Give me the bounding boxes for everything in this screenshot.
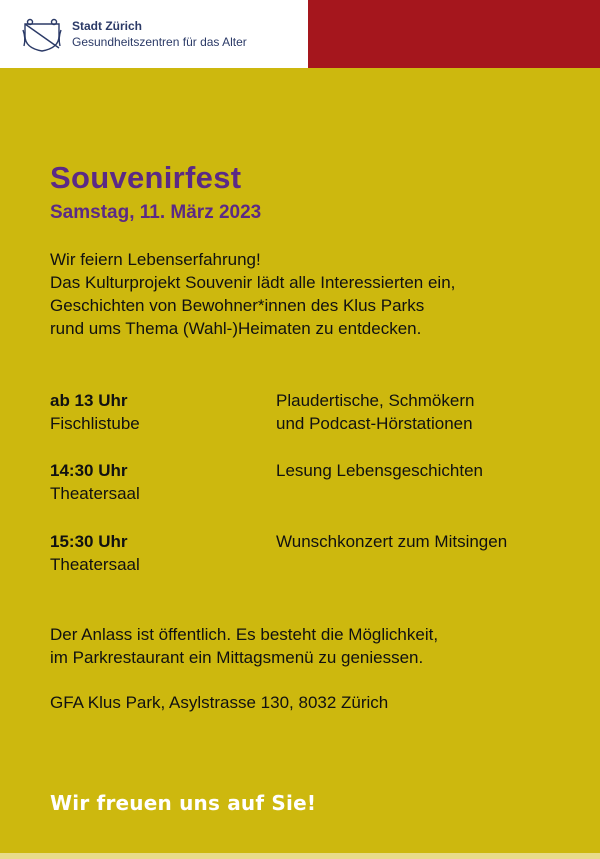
org-subtitle: Gesundheitszentren für das Alter	[72, 35, 247, 49]
header	[0, 0, 600, 68]
schedule-location: Theatersaal	[50, 484, 140, 503]
notice-line: Der Anlass ist öffentlich. Es besteht die Möglichkeit,	[50, 625, 439, 644]
public-notice	[50, 623, 438, 669]
org-name: Stadt Zürich	[72, 19, 143, 33]
schedule-time: 14:30 Uhr	[50, 461, 128, 480]
intro-line: rund ums Thema (Wahl-)Heimaten zu entdecken.	[50, 319, 422, 338]
event-date: Samstag, 11. März 2023	[50, 202, 262, 223]
intro-line: Das Kulturprojekt Souvenir lädt alle Interessierten ein,	[50, 273, 456, 292]
zurich-coat-of-arms-icon	[22, 18, 62, 52]
schedule-item	[50, 530, 140, 576]
closing-line: Wir freuen uns auf Sie!	[50, 791, 317, 815]
schedule-time: 15:30 Uhr	[50, 532, 128, 551]
schedule-description-line: Wunschkonzert zum Mitsingen	[276, 532, 508, 551]
schedule-description	[276, 389, 474, 435]
footer-divider	[0, 853, 600, 859]
intro-line: Wir feiern Lebenserfahrung!	[50, 250, 261, 269]
header-red-band	[308, 0, 600, 68]
venue-address: GFA Klus Park, Asylstrasse 130, 8032 Zürich	[50, 693, 389, 712]
schedule-description-line: und Podcast-Hörstationen	[276, 414, 473, 433]
schedule-item	[50, 459, 140, 505]
intro-line: Geschichten von Bewohner*innen des Klus Parks	[50, 296, 425, 315]
schedule-description-line: Lesung Lebensgeschichten	[276, 461, 483, 480]
schedule-description	[276, 459, 483, 482]
schedule-description-line: Plaudertische, Schmökern	[276, 391, 475, 410]
event-intro	[50, 248, 455, 340]
schedule-location: Theatersaal	[50, 555, 140, 574]
schedule-item	[50, 389, 140, 435]
schedule-description	[276, 530, 507, 553]
notice-line: im Parkrestaurant ein Mittagsmenü zu geniessen.	[50, 648, 424, 667]
event-title: Souvenirfest	[50, 160, 242, 195]
schedule-time: ab 13 Uhr	[50, 391, 128, 410]
schedule-location: Fischlistube	[50, 414, 140, 433]
